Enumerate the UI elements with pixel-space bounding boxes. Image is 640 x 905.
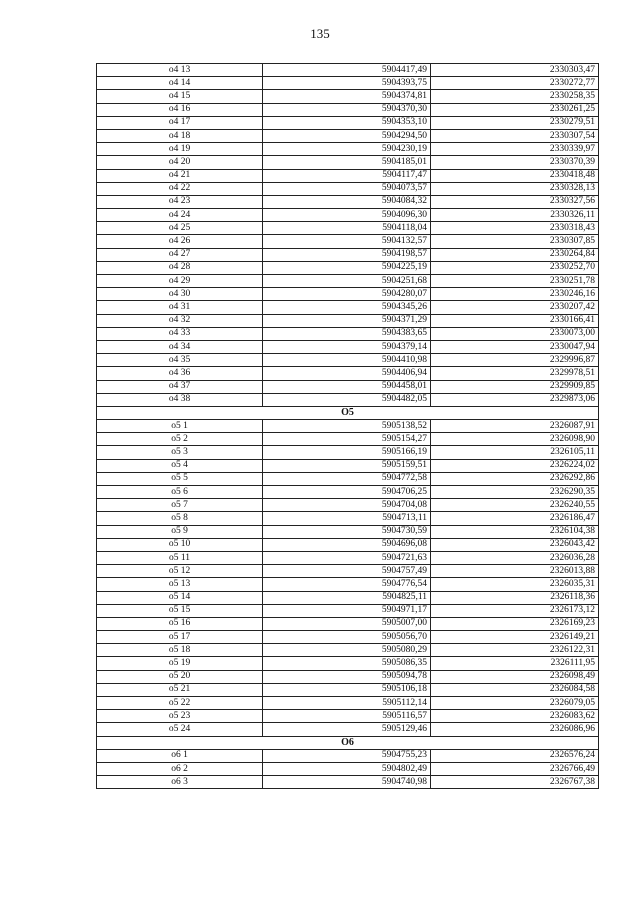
y-coordinate-cell: 2326767,38 — [431, 776, 599, 789]
y-coordinate-cell: 2330073,00 — [431, 327, 599, 340]
group-header-row — [97, 736, 599, 749]
y-coordinate-cell: 2326035,31 — [431, 578, 599, 591]
x-coordinate-cell: 5904971,17 — [263, 604, 431, 617]
x-coordinate-cell: 5905159,51 — [263, 459, 431, 472]
point-id-cell: о4 22 — [97, 182, 263, 195]
table-row — [97, 156, 599, 169]
table-row — [97, 644, 599, 657]
x-coordinate-cell: 5904755,23 — [263, 749, 431, 762]
point-id-cell: о4 14 — [97, 77, 263, 90]
point-id-cell: о5 2 — [97, 433, 263, 446]
table-row — [97, 77, 599, 90]
x-coordinate-cell: 5905116,57 — [263, 710, 431, 723]
table-row — [97, 591, 599, 604]
y-coordinate-cell: 2330339,97 — [431, 143, 599, 156]
point-id-cell: о5 5 — [97, 472, 263, 485]
table-row — [97, 604, 599, 617]
point-id-cell: о4 34 — [97, 340, 263, 353]
point-id-cell: о4 13 — [97, 64, 263, 77]
y-coordinate-cell: 2326173,12 — [431, 604, 599, 617]
x-coordinate-cell: 5904410,98 — [263, 354, 431, 367]
x-coordinate-cell: 5904185,01 — [263, 156, 431, 169]
x-coordinate-cell: 5904371,29 — [263, 314, 431, 327]
table-row — [97, 182, 599, 195]
x-coordinate-cell: 5904132,57 — [263, 235, 431, 248]
table-row — [97, 248, 599, 261]
y-coordinate-cell: 2326118,36 — [431, 591, 599, 604]
table-row — [97, 222, 599, 235]
table-row — [97, 499, 599, 512]
group-header-row — [97, 406, 599, 419]
y-coordinate-cell: 2330326,11 — [431, 209, 599, 222]
table-row — [97, 710, 599, 723]
table-row — [97, 551, 599, 564]
x-coordinate-cell: 5904802,49 — [263, 762, 431, 775]
table-row — [97, 327, 599, 340]
point-id-cell: о6 1 — [97, 749, 263, 762]
x-coordinate-cell: 5904757,49 — [263, 565, 431, 578]
point-id-cell: о5 1 — [97, 420, 263, 433]
y-coordinate-cell: 2326013,88 — [431, 565, 599, 578]
x-coordinate-cell: 5904084,32 — [263, 195, 431, 208]
table-row — [97, 129, 599, 142]
table-row — [97, 657, 599, 670]
x-coordinate-cell: 5905056,70 — [263, 631, 431, 644]
point-id-cell: о4 37 — [97, 380, 263, 393]
table-row — [97, 143, 599, 156]
y-coordinate-cell: 2326104,38 — [431, 525, 599, 538]
point-id-cell: о4 36 — [97, 367, 263, 380]
x-coordinate-cell: 5905106,18 — [263, 683, 431, 696]
point-id-cell: о6 3 — [97, 776, 263, 789]
x-coordinate-cell: 5905080,29 — [263, 644, 431, 657]
table-row — [97, 340, 599, 353]
y-coordinate-cell: 2326576,24 — [431, 749, 599, 762]
table-row — [97, 169, 599, 182]
point-id-cell: о5 8 — [97, 512, 263, 525]
point-id-cell: о5 19 — [97, 657, 263, 670]
y-coordinate-cell: 2330307,85 — [431, 235, 599, 248]
x-coordinate-cell: 5904117,47 — [263, 169, 431, 182]
x-coordinate-cell: 5905129,46 — [263, 723, 431, 736]
y-coordinate-cell: 2330207,42 — [431, 301, 599, 314]
x-coordinate-cell: 5904073,57 — [263, 182, 431, 195]
x-coordinate-cell: 5905007,00 — [263, 617, 431, 630]
point-id-cell: о5 12 — [97, 565, 263, 578]
y-coordinate-cell: 2326079,05 — [431, 697, 599, 710]
y-coordinate-cell: 2326240,55 — [431, 499, 599, 512]
y-coordinate-cell: 2326766,49 — [431, 762, 599, 775]
y-coordinate-cell: 2330246,16 — [431, 288, 599, 301]
point-id-cell: о5 22 — [97, 697, 263, 710]
table-row — [97, 116, 599, 129]
y-coordinate-cell: 2330264,84 — [431, 248, 599, 261]
table-row — [97, 697, 599, 710]
x-coordinate-cell: 5904374,81 — [263, 90, 431, 103]
table-row — [97, 235, 599, 248]
y-coordinate-cell: 2329996,87 — [431, 354, 599, 367]
point-id-cell: о4 28 — [97, 261, 263, 274]
x-coordinate-cell: 5904730,59 — [263, 525, 431, 538]
table-row — [97, 275, 599, 288]
point-id-cell: о4 32 — [97, 314, 263, 327]
point-id-cell: о5 7 — [97, 499, 263, 512]
x-coordinate-cell: 5904393,75 — [263, 77, 431, 90]
x-coordinate-cell: 5904417,49 — [263, 64, 431, 77]
x-coordinate-cell: 5904379,14 — [263, 340, 431, 353]
table-row — [97, 683, 599, 696]
y-coordinate-cell: 2330307,54 — [431, 129, 599, 142]
x-coordinate-cell: 5904198,57 — [263, 248, 431, 261]
y-coordinate-cell: 2330328,13 — [431, 182, 599, 195]
point-id-cell: о6 2 — [97, 762, 263, 775]
y-coordinate-cell: 2326087,91 — [431, 420, 599, 433]
group-label: О5 — [97, 406, 599, 419]
table-row — [97, 90, 599, 103]
table-row — [97, 723, 599, 736]
y-coordinate-cell: 2330261,25 — [431, 103, 599, 116]
point-id-cell: о4 24 — [97, 209, 263, 222]
y-coordinate-cell: 2330272,77 — [431, 77, 599, 90]
table-row — [97, 288, 599, 301]
point-id-cell: о4 30 — [97, 288, 263, 301]
point-id-cell: о5 18 — [97, 644, 263, 657]
point-id-cell: о4 33 — [97, 327, 263, 340]
y-coordinate-cell: 2326111,95 — [431, 657, 599, 670]
point-id-cell: о5 21 — [97, 683, 263, 696]
y-coordinate-cell: 2330418,48 — [431, 169, 599, 182]
table-row — [97, 776, 599, 789]
point-id-cell: о4 26 — [97, 235, 263, 248]
x-coordinate-cell: 5904345,26 — [263, 301, 431, 314]
table-row — [97, 762, 599, 775]
table-row — [97, 393, 599, 406]
point-id-cell: о4 23 — [97, 195, 263, 208]
x-coordinate-cell: 5905154,27 — [263, 433, 431, 446]
x-coordinate-cell: 5904294,50 — [263, 129, 431, 142]
point-id-cell: о5 17 — [97, 631, 263, 644]
point-id-cell: о4 17 — [97, 116, 263, 129]
point-id-cell: о4 18 — [97, 129, 263, 142]
x-coordinate-cell: 5904251,68 — [263, 275, 431, 288]
table-row — [97, 103, 599, 116]
point-id-cell: о4 19 — [97, 143, 263, 156]
table-row — [97, 380, 599, 393]
x-coordinate-cell: 5904713,11 — [263, 512, 431, 525]
x-coordinate-cell: 5904704,08 — [263, 499, 431, 512]
y-coordinate-cell: 2330327,56 — [431, 195, 599, 208]
point-id-cell: о4 21 — [97, 169, 263, 182]
y-coordinate-cell: 2326149,21 — [431, 631, 599, 644]
y-coordinate-cell: 2326086,96 — [431, 723, 599, 736]
point-id-cell: о4 38 — [97, 393, 263, 406]
table-row — [97, 420, 599, 433]
x-coordinate-cell: 5904383,65 — [263, 327, 431, 340]
y-coordinate-cell: 2326098,49 — [431, 670, 599, 683]
x-coordinate-cell: 5904825,11 — [263, 591, 431, 604]
table-row — [97, 446, 599, 459]
point-id-cell: о5 24 — [97, 723, 263, 736]
x-coordinate-cell: 5904706,25 — [263, 486, 431, 499]
table-row — [97, 209, 599, 222]
y-coordinate-cell: 2326224,02 — [431, 459, 599, 472]
point-id-cell: о4 20 — [97, 156, 263, 169]
table-row — [97, 538, 599, 551]
point-id-cell: о5 23 — [97, 710, 263, 723]
y-coordinate-cell: 2329873,06 — [431, 393, 599, 406]
x-coordinate-cell: 5904482,05 — [263, 393, 431, 406]
y-coordinate-cell: 2330047,94 — [431, 340, 599, 353]
table-row — [97, 617, 599, 630]
point-id-cell: о4 35 — [97, 354, 263, 367]
table-row — [97, 525, 599, 538]
table-row — [97, 565, 599, 578]
x-coordinate-cell: 5905166,19 — [263, 446, 431, 459]
x-coordinate-cell: 5904406,94 — [263, 367, 431, 380]
point-id-cell: о5 4 — [97, 459, 263, 472]
y-coordinate-cell: 2329978,51 — [431, 367, 599, 380]
x-coordinate-cell: 5905138,52 — [263, 420, 431, 433]
y-coordinate-cell: 2326083,62 — [431, 710, 599, 723]
x-coordinate-cell: 5904280,07 — [263, 288, 431, 301]
point-id-cell: о5 11 — [97, 551, 263, 564]
table-row — [97, 367, 599, 380]
y-coordinate-cell: 2326122,31 — [431, 644, 599, 657]
y-coordinate-cell: 2326290,35 — [431, 486, 599, 499]
point-id-cell: о4 15 — [97, 90, 263, 103]
table-row — [97, 354, 599, 367]
table-row — [97, 433, 599, 446]
x-coordinate-cell: 5904353,10 — [263, 116, 431, 129]
y-coordinate-cell: 2329909,85 — [431, 380, 599, 393]
table-row — [97, 486, 599, 499]
table-row — [97, 261, 599, 274]
point-id-cell: о5 13 — [97, 578, 263, 591]
y-coordinate-cell: 2326105,11 — [431, 446, 599, 459]
y-coordinate-cell: 2330318,43 — [431, 222, 599, 235]
point-id-cell: о4 16 — [97, 103, 263, 116]
x-coordinate-cell: 5904096,30 — [263, 209, 431, 222]
x-coordinate-cell: 5904772,58 — [263, 472, 431, 485]
x-coordinate-cell: 5905112,14 — [263, 697, 431, 710]
table-row — [97, 749, 599, 762]
y-coordinate-cell: 2326036,28 — [431, 551, 599, 564]
table-row — [97, 195, 599, 208]
y-coordinate-cell: 2326169,23 — [431, 617, 599, 630]
x-coordinate-cell: 5904230,19 — [263, 143, 431, 156]
x-coordinate-cell: 5904776,54 — [263, 578, 431, 591]
x-coordinate-cell: 5904370,30 — [263, 103, 431, 116]
point-id-cell: о5 14 — [97, 591, 263, 604]
group-label: О6 — [97, 736, 599, 749]
coordinates-table — [96, 63, 599, 789]
y-coordinate-cell: 2330258,35 — [431, 90, 599, 103]
x-coordinate-cell: 5904721,63 — [263, 551, 431, 564]
point-id-cell: о4 25 — [97, 222, 263, 235]
point-id-cell: о5 15 — [97, 604, 263, 617]
table-row — [97, 512, 599, 525]
table-row — [97, 578, 599, 591]
point-id-cell: о5 20 — [97, 670, 263, 683]
y-coordinate-cell: 2330279,51 — [431, 116, 599, 129]
y-coordinate-cell: 2330303,47 — [431, 64, 599, 77]
page-number: 135 — [310, 26, 330, 41]
table-row — [97, 301, 599, 314]
point-id-cell: о5 10 — [97, 538, 263, 551]
table-row — [97, 314, 599, 327]
point-id-cell: о4 27 — [97, 248, 263, 261]
y-coordinate-cell: 2326043,42 — [431, 538, 599, 551]
x-coordinate-cell: 5904740,98 — [263, 776, 431, 789]
point-id-cell: о5 9 — [97, 525, 263, 538]
table-row — [97, 459, 599, 472]
table-row — [97, 64, 599, 77]
y-coordinate-cell: 2326098,90 — [431, 433, 599, 446]
y-coordinate-cell: 2330370,39 — [431, 156, 599, 169]
y-coordinate-cell: 2326292,86 — [431, 472, 599, 485]
point-id-cell: о4 29 — [97, 275, 263, 288]
x-coordinate-cell: 5904225,19 — [263, 261, 431, 274]
y-coordinate-cell: 2330252,70 — [431, 261, 599, 274]
x-coordinate-cell: 5904458,01 — [263, 380, 431, 393]
y-coordinate-cell: 2330166,41 — [431, 314, 599, 327]
y-coordinate-cell: 2326084,58 — [431, 683, 599, 696]
coordinates-table-body — [97, 64, 599, 789]
point-id-cell: о4 31 — [97, 301, 263, 314]
table-row — [97, 631, 599, 644]
x-coordinate-cell: 5905094,78 — [263, 670, 431, 683]
point-id-cell: о5 3 — [97, 446, 263, 459]
y-coordinate-cell: 2330251,78 — [431, 275, 599, 288]
x-coordinate-cell: 5904118,04 — [263, 222, 431, 235]
x-coordinate-cell: 5905086,35 — [263, 657, 431, 670]
table-row — [97, 670, 599, 683]
y-coordinate-cell: 2326186,47 — [431, 512, 599, 525]
point-id-cell: о5 16 — [97, 617, 263, 630]
point-id-cell: о5 6 — [97, 486, 263, 499]
x-coordinate-cell: 5904696,08 — [263, 538, 431, 551]
table-row — [97, 472, 599, 485]
